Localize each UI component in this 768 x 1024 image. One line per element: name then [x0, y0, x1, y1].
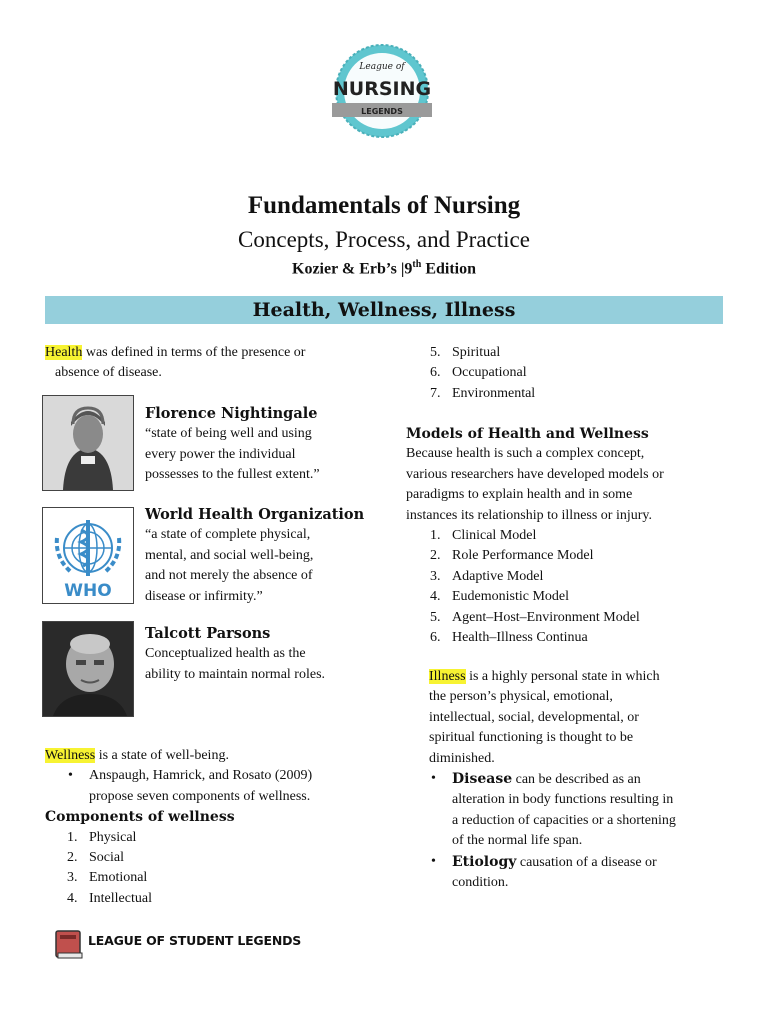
definition-line: ability to maintain normal roles.: [145, 666, 326, 682]
list-item: [452, 769, 729, 852]
definition-line: “a state of complete physical,: [145, 527, 311, 543]
list-label: Adaptive Model: [452, 568, 544, 584]
components-list: [406, 343, 726, 404]
models-para-line: paradigms to explain health and in some: [406, 487, 633, 503]
list-item: [430, 628, 726, 648]
list-number: 1.: [67, 829, 78, 845]
models-para-line: instances its relationship to illness or injury.: [406, 507, 653, 523]
definition-line: disease or infirmity.”: [145, 588, 263, 604]
list-number: 7.: [430, 385, 441, 401]
illness-line: the person’s physical, emotional,: [429, 689, 613, 705]
list-item: [89, 766, 385, 807]
section-banner-title: Health, Wellness, Illness: [252, 299, 516, 321]
etiology-line-1: causation of a disease or: [516, 854, 657, 870]
list-number: 3.: [430, 568, 441, 584]
list-item: [430, 526, 726, 546]
footer-brand-text: LEAGUE OF STUDENT LEGENDS: [88, 933, 302, 948]
list-item: [67, 828, 385, 848]
wellness-bullets: [45, 766, 385, 807]
list-item: [452, 852, 729, 894]
nightingale-definition: [145, 404, 375, 486]
definition-line: mental, and social well-being,: [145, 547, 314, 563]
edition-number: 9: [404, 260, 413, 278]
bullet-line: • Anspaugh, Hamrick, and Rosato (2009): [89, 768, 313, 784]
edition-authors: Kozier & Erb’s: [292, 260, 397, 278]
list-label: Environmental: [452, 385, 536, 401]
who-logo-text: WHO: [64, 581, 112, 601]
definition-name: Talcott Parsons: [145, 625, 271, 642]
components-heading: Components of wellness: [45, 809, 235, 826]
who-logo: [42, 507, 134, 604]
list-item: [430, 587, 726, 607]
list-number: 5.: [430, 345, 441, 360]
disease-term: Disease: [452, 771, 513, 788]
models-section: [406, 424, 726, 648]
illness-line-1: is a highly personal state in which: [465, 669, 660, 684]
etiology-line: condition.: [452, 875, 509, 891]
list-label: Eudemonistic Model: [452, 589, 570, 605]
list-number: 3.: [67, 870, 78, 886]
logo-main-text: NURSING: [332, 78, 432, 100]
wellness-definition: is a state of well-being.: [95, 748, 229, 763]
models-heading: Models of Health and Wellness: [406, 426, 649, 442]
list-label: Clinical Model: [452, 528, 537, 544]
health-line-1: was defined in terms of the presence or: [82, 345, 306, 360]
list-item: [67, 889, 385, 909]
list-label: Agent–Host–Environment Model: [452, 609, 640, 625]
components-list-continued: [406, 343, 726, 404]
who-definition: [145, 505, 375, 607]
list-item: [67, 868, 385, 888]
definition-line: “state of being well and using: [145, 426, 312, 442]
list-label: Occupational: [452, 365, 527, 381]
document-subtitle: Concepts, Process, and Practice: [238, 227, 530, 252]
illness-section: [429, 667, 729, 893]
list-item: [430, 567, 726, 587]
talcott-parsons-portrait: [42, 621, 134, 717]
illness-line: intellectual, social, developmental, or: [429, 709, 639, 725]
edition-word: Edition: [425, 260, 476, 278]
health-line-2: absence of disease.: [55, 365, 162, 381]
disease-line: alteration in body functions resulting in: [452, 792, 674, 808]
disease-line: a reduction of capacities or a shortening: [452, 812, 676, 828]
components-list: [45, 828, 385, 910]
illness-line: diminished.: [429, 750, 495, 766]
list-item: [430, 363, 726, 383]
illness-line: spiritual functioning is thought to be: [429, 730, 634, 746]
florence-nightingale-portrait: [42, 395, 134, 491]
illness-bullets: [429, 769, 729, 893]
list-item: [67, 848, 385, 868]
list-item: [430, 546, 726, 566]
list-label: Health–Illness Continua: [452, 630, 588, 646]
list-label: Role Performance Model: [452, 548, 594, 564]
definition-line: and not merely the absence of: [145, 568, 313, 584]
models-para-line: various researchers have developed models or: [406, 466, 664, 482]
list-number: 4.: [67, 890, 78, 906]
list-number: 5.: [430, 609, 441, 625]
disease-line-1: can be described as an: [512, 772, 641, 788]
definition-name: Florence Nightingale: [145, 405, 318, 422]
list-number: 6.: [430, 365, 441, 381]
edition-separator: |: [400, 260, 405, 278]
list-label: Social: [89, 850, 124, 866]
list-number: 4.: [430, 589, 441, 605]
list-label: Intellectual: [89, 890, 152, 906]
list-number: 2.: [430, 548, 441, 564]
list-item: [430, 608, 726, 628]
health-definition: [45, 343, 375, 384]
edition-suffix: th: [412, 259, 422, 270]
nursing-legends-logo: [330, 43, 434, 143]
illness-term: Illness: [429, 669, 466, 684]
models-list: [406, 526, 726, 648]
document-title: Fundamentals of Nursing: [247, 192, 521, 219]
wellness-term: Wellness: [45, 748, 96, 763]
bullet-line: propose seven components of wellness.: [89, 788, 311, 804]
list-label: Emotional: [89, 870, 148, 886]
list-item: [430, 343, 726, 363]
list-number: 6.: [430, 630, 441, 646]
definition-name: World Health Organization: [145, 506, 365, 523]
etiology-term: Etiology: [452, 853, 517, 870]
section-banner: [45, 296, 723, 324]
list-item: [430, 384, 726, 404]
models-para-line: Because health is such a complex concept,: [406, 446, 645, 462]
edition-line: [0, 259, 768, 278]
book-icon: [53, 927, 87, 961]
disease-line: of the normal life span.: [452, 833, 583, 849]
logo-top-text: League of: [359, 62, 405, 72]
health-term: Health: [45, 345, 83, 360]
list-number: 1.: [430, 528, 441, 544]
parsons-definition: [145, 624, 375, 685]
wellness-section: [45, 746, 385, 909]
list-label: Physical: [89, 829, 137, 845]
logo-ribbon-text: LEGENDS: [361, 107, 403, 116]
list-number: 2.: [67, 850, 78, 866]
list-label: Spiritual: [452, 345, 501, 360]
definition-line: Conceptualized health as the: [145, 646, 306, 662]
definition-line: every power the individual: [145, 446, 296, 462]
definition-line: possesses to the fullest extent.”: [145, 467, 320, 483]
